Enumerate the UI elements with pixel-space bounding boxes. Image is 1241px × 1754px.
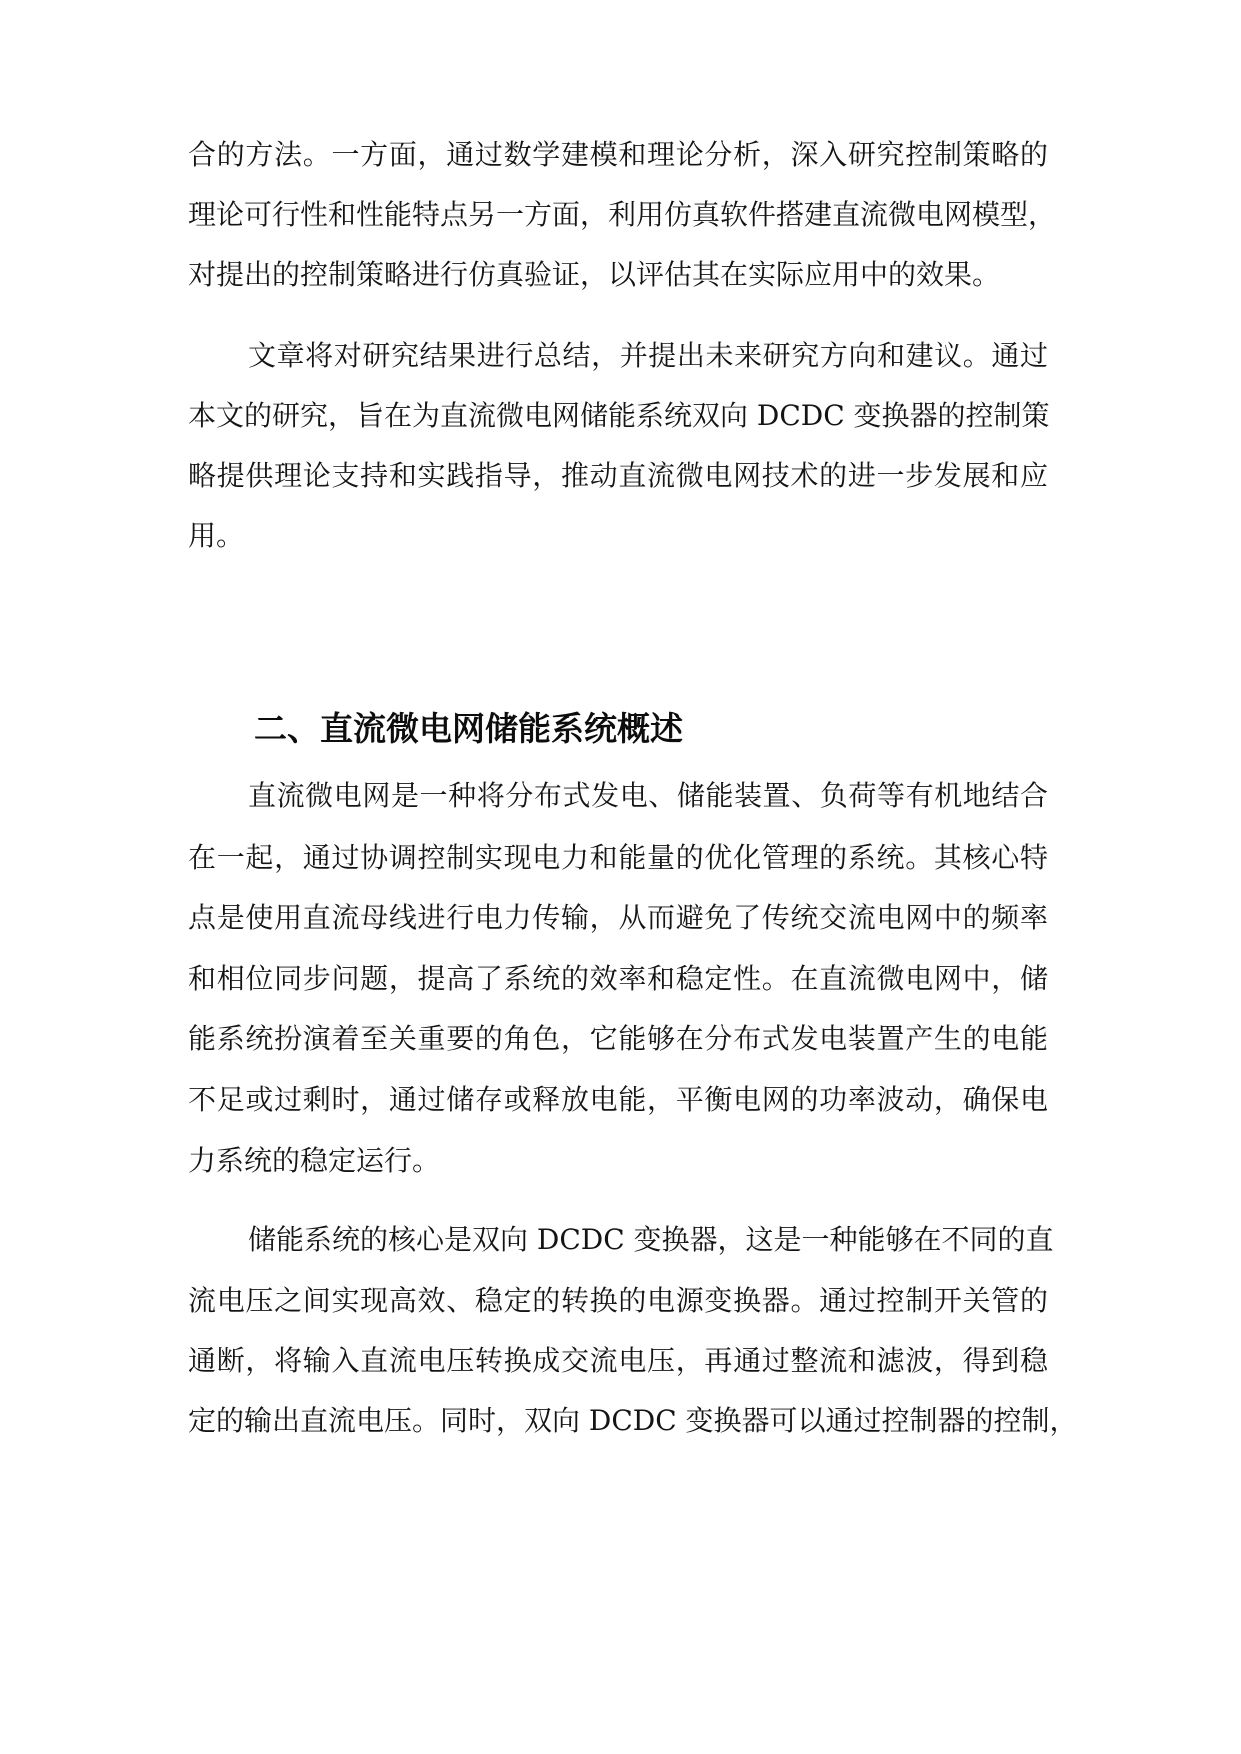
paragraph-line: 直流微电网是一种将分布式发电、储能装置、负荷等有机地结合 <box>248 779 1048 812</box>
paragraph-line: 合的方法。一方面，通过数学建模和理论分析，深入研究控制策略的 <box>188 138 1048 171</box>
paragraph-line: 文章将对研究结果进行总结，并提出未来研究方向和建议。通过 <box>248 339 1048 372</box>
paragraph-line: 能系统扮演着至关重要的角色，它能够在分布式发电装置产生的电能 <box>188 1022 1048 1055</box>
paragraph-line: 力系统的稳定运行。 <box>188 1144 441 1177</box>
paragraph-line: 在一起，通过协调控制实现电力和能量的优化管理的系统。其核心特 <box>188 841 1048 874</box>
paragraph-line: 不足或过剩时，通过储存或释放电能，平衡电网的功率波动，确保电 <box>188 1083 1048 1116</box>
paragraph-line: 本文的研究，旨在为直流微电网储能系统双向 DCDC 变换器的控制策 <box>188 399 1050 432</box>
paragraph-line: 用。 <box>188 519 245 552</box>
paragraph-line: 流电压之间实现高效、稳定的转换的电源变换器。通过控制开关管的 <box>188 1284 1048 1317</box>
paragraph-line: 理论可行性和性能特点另一方面，利用仿真软件搭建直流微电网模型， <box>188 198 1057 231</box>
paragraph-line: 通断，将输入直流电压转换成交流电压，再通过整流和滤波，得到稳 <box>188 1344 1048 1377</box>
paragraph-line: 储能系统的核心是双向 DCDC 变换器，这是一种能够在不同的直 <box>248 1223 1054 1256</box>
paragraph-line: 对提出的控制策略进行仿真验证，以评估其在实际应用中的效果。 <box>188 258 1001 291</box>
paragraph-line: 略提供理论支持和实践指导，推动直流微电网技术的进一步发展和应 <box>188 459 1048 492</box>
paragraph-line: 定的输出直流电压。同时，双向 DCDC 变换器可以通过控制器的控制， <box>188 1404 1078 1437</box>
section-heading: 二、直流微电网储能系统概述 <box>254 709 683 748</box>
paragraph-line: 点是使用直流母线进行电力传输，从而避免了传统交流电网中的频率 <box>188 901 1048 934</box>
paragraph-line: 和相位同步问题，提高了系统的效率和稳定性。在直流微电网中，储 <box>188 962 1048 995</box>
